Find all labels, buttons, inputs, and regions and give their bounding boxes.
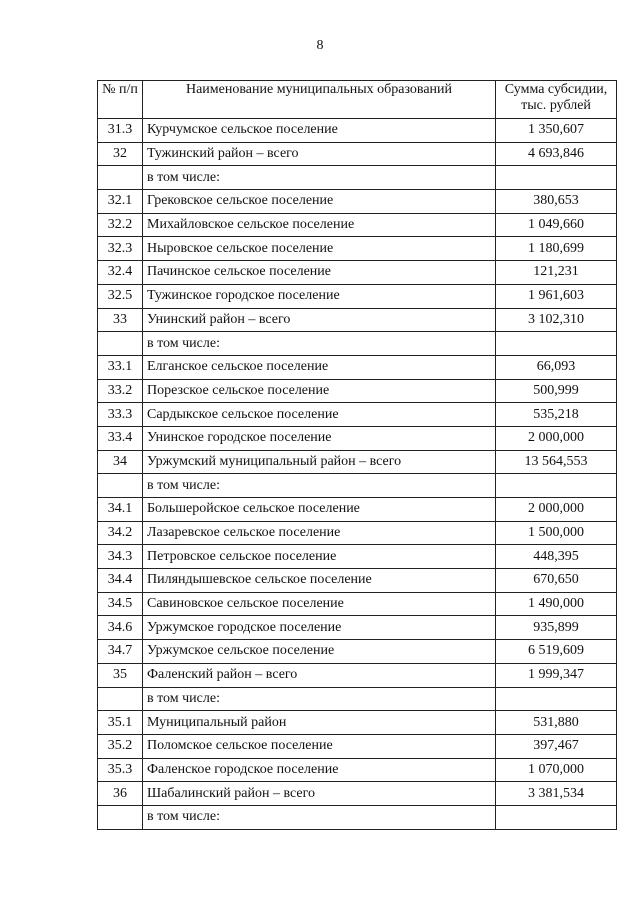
row-name-cell: Поломское сельское поселение: [143, 734, 496, 758]
header-name: Наименование муниципальных образований: [143, 81, 496, 119]
row-sum-cell: 1 070,000: [496, 758, 617, 782]
row-sum-cell: 1 049,660: [496, 213, 617, 237]
row-name-cell: Грековское сельское поселение: [143, 190, 496, 214]
row-number-cell: [98, 687, 143, 711]
row-number-cell: 34.4: [98, 569, 143, 593]
table-row: [98, 379, 617, 403]
row-number-cell: [98, 166, 143, 190]
table-row: [98, 261, 617, 285]
row-name-cell: Тужинский район – всего: [143, 142, 496, 166]
table-row: [98, 237, 617, 261]
row-name-cell: Шабалинский район – всего: [143, 782, 496, 806]
table-row: [98, 308, 617, 332]
table-row: [98, 403, 617, 427]
row-number-cell: 35.2: [98, 734, 143, 758]
table-row: [98, 355, 617, 379]
row-name-cell: в том числе:: [143, 332, 496, 356]
row-name-cell: Унинское городское поселение: [143, 426, 496, 450]
row-number-cell: 32.2: [98, 213, 143, 237]
row-sum-cell: 397,467: [496, 734, 617, 758]
row-name-cell: Унинский район – всего: [143, 308, 496, 332]
row-number-cell: 34.5: [98, 592, 143, 616]
row-sum-cell: 121,231: [496, 261, 617, 285]
row-sum-cell: 1 961,603: [496, 284, 617, 308]
row-number-cell: 32: [98, 142, 143, 166]
row-number-cell: 33.4: [98, 426, 143, 450]
table-row: [98, 521, 617, 545]
row-name-cell: Курчумское сельское поселение: [143, 119, 496, 143]
row-name-cell: Уржумское городское поселение: [143, 616, 496, 640]
table-header-row: [98, 81, 617, 119]
row-sum-cell: 66,093: [496, 355, 617, 379]
table-row: [98, 166, 617, 190]
row-number-cell: [98, 805, 143, 829]
row-sum-cell: 1 999,347: [496, 663, 617, 687]
row-name-cell: Савиновское сельское поселение: [143, 592, 496, 616]
table-row: [98, 119, 617, 143]
row-sum-cell: 2 000,000: [496, 498, 617, 522]
row-name-cell: Ныровское сельское поселение: [143, 237, 496, 261]
row-name-cell: в том числе:: [143, 805, 496, 829]
row-name-cell: Пиляндышевское сельское поселение: [143, 569, 496, 593]
row-number-cell: 34.7: [98, 640, 143, 664]
header-num: № п/п: [98, 81, 143, 119]
row-number-cell: 33.2: [98, 379, 143, 403]
row-sum-cell: [496, 687, 617, 711]
table-row: [98, 142, 617, 166]
table-row: [98, 213, 617, 237]
table-row: [98, 190, 617, 214]
row-number-cell: 35: [98, 663, 143, 687]
row-sum-cell: [496, 166, 617, 190]
table-row: [98, 569, 617, 593]
row-name-cell: в том числе:: [143, 474, 496, 498]
row-sum-cell: 1 500,000: [496, 521, 617, 545]
row-sum-cell: 531,880: [496, 711, 617, 735]
row-sum-cell: 935,899: [496, 616, 617, 640]
row-sum-cell: 1 490,000: [496, 592, 617, 616]
row-sum-cell: 448,395: [496, 545, 617, 569]
table-body: [98, 119, 617, 830]
table-row: [98, 545, 617, 569]
row-sum-cell: 535,218: [496, 403, 617, 427]
table-row: [98, 663, 617, 687]
row-name-cell: Муниципальный район: [143, 711, 496, 735]
row-name-cell: Тужинское городское поселение: [143, 284, 496, 308]
row-name-cell: Фаленский район – всего: [143, 663, 496, 687]
row-number-cell: 32.4: [98, 261, 143, 285]
row-sum-cell: 1 350,607: [496, 119, 617, 143]
table-row: [98, 805, 617, 829]
table-row: [98, 284, 617, 308]
row-name-cell: Порезское сельское поселение: [143, 379, 496, 403]
table-row: [98, 498, 617, 522]
row-sum-cell: 500,999: [496, 379, 617, 403]
table-row: [98, 734, 617, 758]
row-sum-cell: 2 000,000: [496, 426, 617, 450]
row-number-cell: 31.3: [98, 119, 143, 143]
row-number-cell: 34.1: [98, 498, 143, 522]
row-number-cell: 34: [98, 450, 143, 474]
row-name-cell: Большеройское сельское поселение: [143, 498, 496, 522]
row-number-cell: 33.3: [98, 403, 143, 427]
row-number-cell: 32.3: [98, 237, 143, 261]
row-sum-cell: 380,653: [496, 190, 617, 214]
row-name-cell: Фаленское городское поселение: [143, 758, 496, 782]
row-sum-cell: 3 102,310: [496, 308, 617, 332]
row-number-cell: 33.1: [98, 355, 143, 379]
row-name-cell: Сардыкское сельское поселение: [143, 403, 496, 427]
table-row: [98, 711, 617, 735]
row-sum-cell: 1 180,699: [496, 237, 617, 261]
row-sum-cell: 6 519,609: [496, 640, 617, 664]
row-number-cell: 32.5: [98, 284, 143, 308]
row-number-cell: 34.2: [98, 521, 143, 545]
row-number-cell: [98, 332, 143, 356]
table-row: [98, 474, 617, 498]
table-row: [98, 426, 617, 450]
page-number: 8: [316, 38, 324, 53]
row-name-cell: Михайловское сельское поселение: [143, 213, 496, 237]
row-number-cell: 35.1: [98, 711, 143, 735]
table-row: [98, 687, 617, 711]
subsidy-table: [97, 80, 617, 830]
row-name-cell: Петровское сельское поселение: [143, 545, 496, 569]
row-name-cell: Елганское сельское поселение: [143, 355, 496, 379]
row-number-cell: 32.1: [98, 190, 143, 214]
row-number-cell: 36: [98, 782, 143, 806]
row-name-cell: в том числе:: [143, 166, 496, 190]
row-number-cell: 34.6: [98, 616, 143, 640]
header-sum: Сумма субсидии, тыс. рублей: [496, 81, 617, 119]
row-number-cell: [98, 474, 143, 498]
row-name-cell: Уржумский муниципальный район – всего: [143, 450, 496, 474]
table-row: [98, 592, 617, 616]
table-row: [98, 758, 617, 782]
table-row: [98, 782, 617, 806]
row-sum-cell: 4 693,846: [496, 142, 617, 166]
row-sum-cell: [496, 474, 617, 498]
row-sum-cell: 670,650: [496, 569, 617, 593]
row-name-cell: Пачинское сельское поселение: [143, 261, 496, 285]
row-name-cell: в том числе:: [143, 687, 496, 711]
row-name-cell: Лазаревское сельское поселение: [143, 521, 496, 545]
row-number-cell: 34.3: [98, 545, 143, 569]
row-number-cell: 35.3: [98, 758, 143, 782]
table-row: [98, 332, 617, 356]
row-name-cell: Уржумское сельское поселение: [143, 640, 496, 664]
table-row: [98, 640, 617, 664]
row-sum-cell: 13 564,553: [496, 450, 617, 474]
row-sum-cell: 3 381,534: [496, 782, 617, 806]
row-number-cell: 33: [98, 308, 143, 332]
row-sum-cell: [496, 805, 617, 829]
table-row: [98, 450, 617, 474]
table-row: [98, 616, 617, 640]
row-sum-cell: [496, 332, 617, 356]
